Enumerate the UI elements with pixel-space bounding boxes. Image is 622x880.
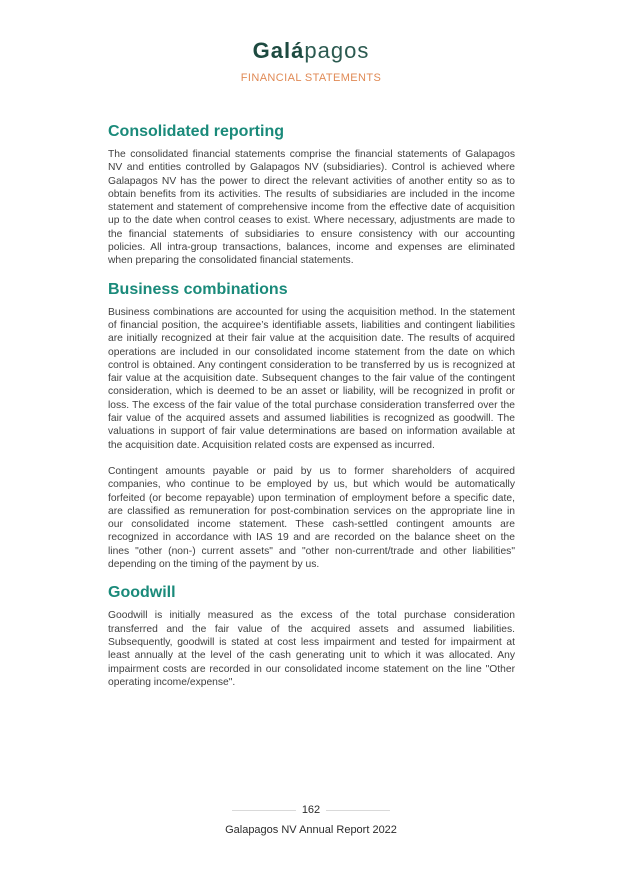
paragraph-business-combinations-1: Business combinations are accounted for using the acquisition method. In the statement of financial position, the acquiree’s identifiable assets, liabilities and contingent liabilities are initially recognized at their fair value at the acquisition date. The results of acquired operations are included in our consolidated income statement from the date on which control is obtained. Any contingent consideration to be transferred by us is recognized at fair value at the acquisition date. Subsequent changes to the fair value of the contingent consideration, which is deemed to be an asset or liability, will be recognized in profit or loss. The excess of the fair value of the total purchase consideration transferred over the fair value of the acquired assets and assumed liabilities is recognized as goodwill. The valuations in support of fair value determinations are based on information available at the acquisition date. Acquisition related costs are expensed as incurred. [108,306,515,451]
report-title: Galapagos NV Annual Report 2022 [225,824,397,836]
heading-business-combinations: Business combinations [108,280,288,298]
page-number: 162 [301,804,321,816]
page-header [0,38,622,84]
section-subtitle: FINANCIAL STATEMENTS [240,72,382,84]
page-number-line [0,804,622,816]
paragraph-business-combinations-2: Contingent amounts payable or paid by us to former shareholders of acquired companies, who continue to be employed by us, but which would be automatically forfeited (or become repayable) upon termination of employment before a specific date, are classified as remuneration for post-combination services on the appropriate line in our consolidated income statement. These cash-settled contingent amounts are recognized in accordance with IAS 19 and are recorded on the balance sheet on the lines "other (non-) current assets" and "other non-current/trade and other liabilities" depending on the timing of the payment by us. [108,465,515,571]
galapagos-logo [0,38,622,64]
divider-left [232,810,296,811]
heading-consolidated-reporting: Consolidated reporting [108,123,284,140]
heading-goodwill: Goodwill [108,584,176,602]
logo-light-part: pagos [304,38,370,63]
divider-right [326,810,390,811]
paragraph-goodwill: Goodwill is initially measured as the excess of the total purchase consideration transferred and the fair value of the acquired assets and assumed liabilities. Subsequently, goodwill is stated at cost less impairment and tested for impairment at least annually at the level of the cash generating unit to which it was allocated. Any impairment costs are recorded in our consolidated income statement on the line "Other operating income/expense". [108,610,515,688]
paragraph-consolidated-reporting: The consolidated financial statements comprise the financial statements of Galapagos NV and entities controlled by Galapagos NV (subsidiaries). Control is achieved where Galapagos NV has the power to direct the relevant activities of another entity so as to obtain benefits from its activities. The results of subsidiaries are included in the income statement and statement of comprehensive income from the effective date of acquisition up to the date when control ceases to exist. Where necessary, adjustments are made to the financial statements of subsidiaries to ensure consistency with our accounting policies. All intra-group transactions, balances, income and expenses are eliminated when preparing the consolidated financial statements. [108,149,515,267]
page-footer [0,804,622,836]
logo-bold-part: Galá [252,38,305,63]
document-body [108,122,515,689]
